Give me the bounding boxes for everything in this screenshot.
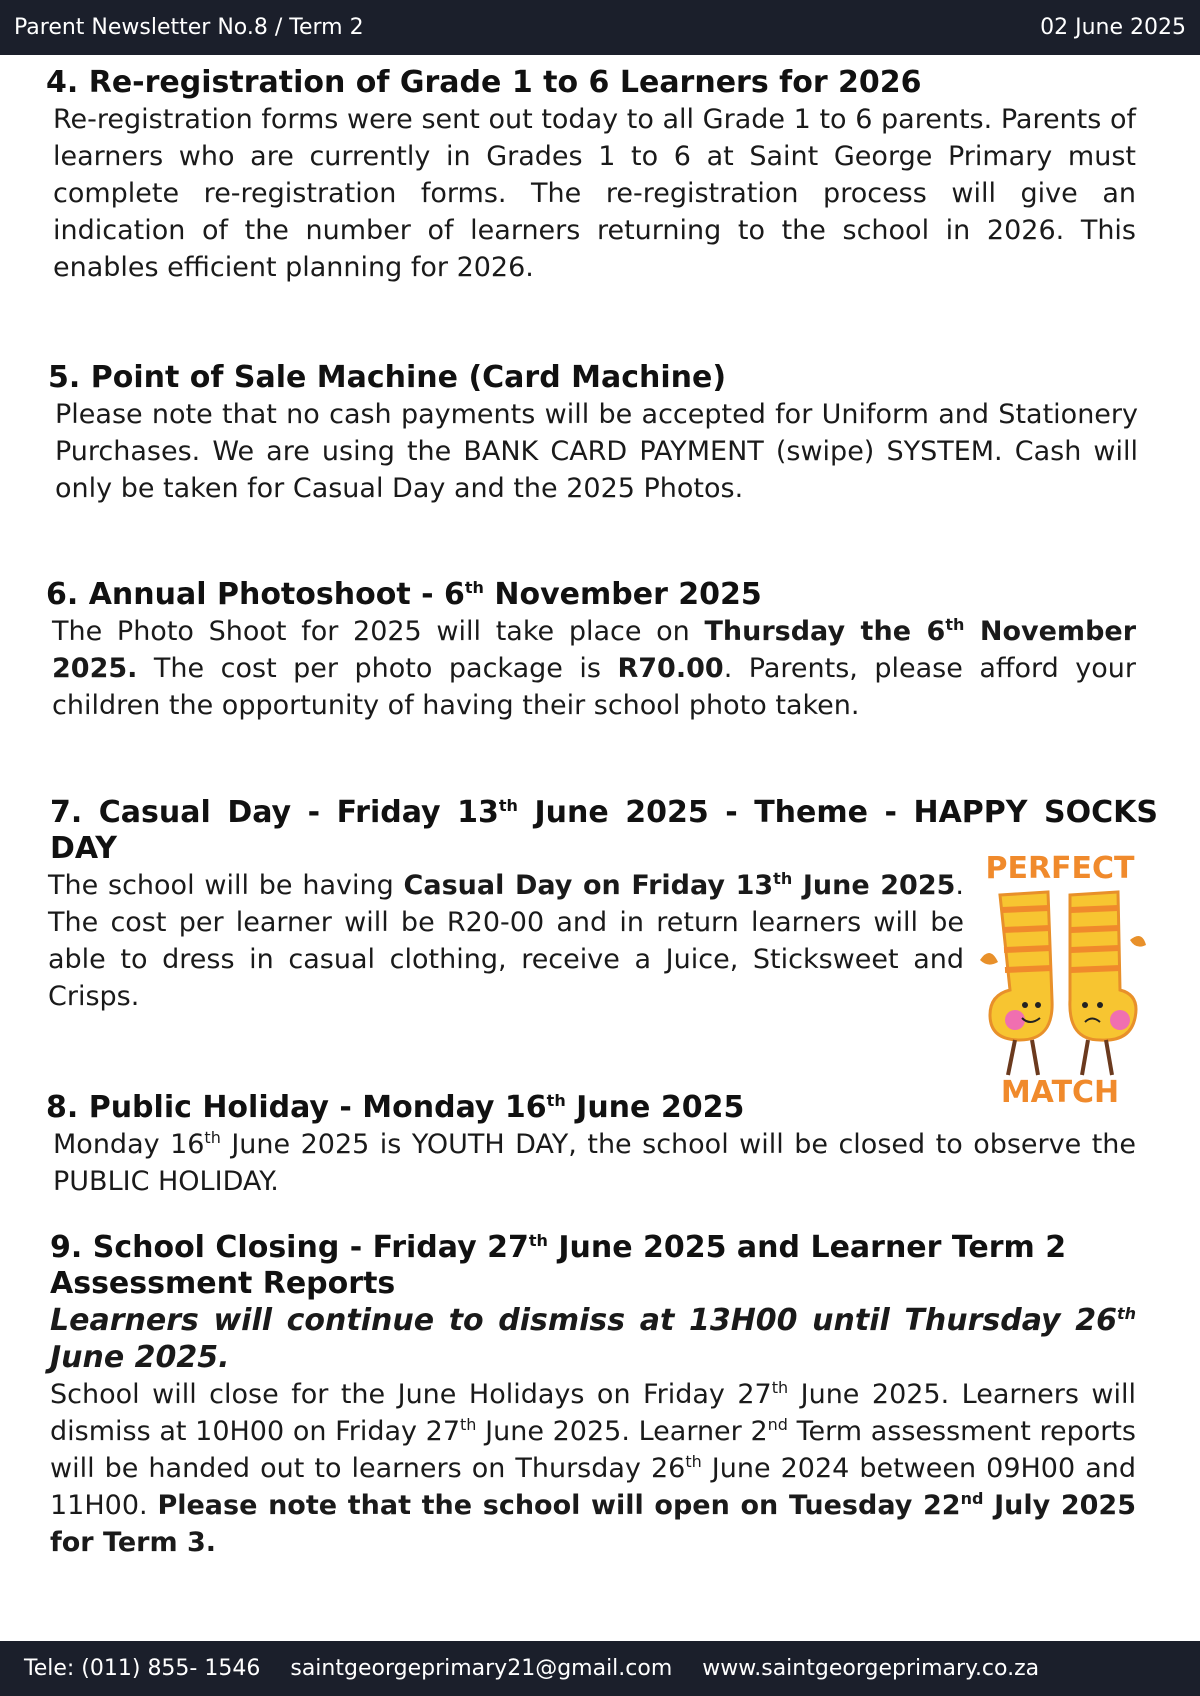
- section-re-registration: [46, 65, 1176, 286]
- footer-email: saintgeorgeprimary21@gmail.com: [290, 1656, 673, 1681]
- section-title: 7. Casual Day - Friday 13th June 2025 - Theme - HAPPY SOCKS DAY: [50, 795, 1158, 866]
- newsletter-title: Parent Newsletter No.8 / Term 2: [14, 15, 364, 40]
- leaf-icon: [980, 953, 998, 965]
- sticker-bottom-text: MATCH: [1000, 1075, 1120, 1110]
- section-body: Monday 16th June 2025 is YOUTH DAY, the school will be closed to observe the PUBLIC HOLIDAY.: [53, 1128, 1136, 1197]
- footer-phone: Tele: (011) 855- 1546: [24, 1656, 261, 1681]
- section-card-machine: [48, 360, 1168, 507]
- section-public-holiday: [46, 1090, 1171, 1200]
- footer-website: www.saintgeorgeprimary.co.za: [702, 1656, 1040, 1681]
- newsletter-date: 02 June 2025: [1040, 15, 1186, 40]
- left-sock-icon: [990, 892, 1052, 1075]
- right-sock-icon: [1070, 892, 1136, 1075]
- section-title: 9. School Closing - Friday 27th June 2025 and Learner Term 2 Assessment Reports: [50, 1230, 1067, 1301]
- happy-socks-sticker: [970, 850, 1150, 1110]
- leaf-icon: [1130, 936, 1146, 947]
- section-school-closing: [50, 1230, 1165, 1561]
- section-body: The Photo Shoot for 2025 will take place on Thursday the 6th November 2025. The cost per photo package is R70.00. Parents, please afford your children the opportunity of having their school photo taken.: [52, 615, 1137, 721]
- section-lead: Learners will continue to dismiss at 13H00 until Thursday 26th June 2025.: [50, 1303, 1136, 1375]
- section-photoshoot: [46, 577, 1171, 724]
- section-body: School will close for the June Holidays on Friday 27th June 2025. Learners will dismiss at 10H00 on Friday 27th June 2025. Learner 2nd Term assessment reports will be handed out to learners on Thursday 26th June 2024 between 09H00 and 11H00. Please note that the school will open on Tuesday 22nd July 2025 for Term 3.: [50, 1378, 1137, 1558]
- section-body: Please note that no cash payments will be accepted for Uniform and Stationery Purchases. We are using the BANK CARD PAYMENT (swipe) SYSTEM. Cash will only be taken for Casual Day and the 2025 Photos.: [55, 399, 1138, 504]
- section-title: 4. Re-registration of Grade 1 to 6 Learners for 2026: [46, 65, 922, 100]
- sticker-top-text: PERFECT: [985, 851, 1135, 886]
- header-bar: [0, 0, 1200, 55]
- footer-bar: [0, 1641, 1200, 1696]
- section-title: 8. Public Holiday - Monday 16th June 2025: [46, 1090, 745, 1125]
- section-title: 6. Annual Photoshoot - 6th November 2025: [46, 577, 762, 612]
- section-body: Re-registration forms were sent out today to all Grade 1 to 6 parents. Parents of learners who are currently in Grades 1 to 6 at Saint George Primary must complete re-registration forms. The re-registration process will give an indication of the number of learners returning to the school in 2026. This enables efficient planning for 2026.: [53, 104, 1136, 283]
- section-body: The school will be having Casual Day on Friday 13th June 2025. The cost per learner will be R20-00 and in return learners will be able to dress in casual clothing, receive a Juice, Sticksweet and Crisps.: [48, 869, 965, 1012]
- section-title: 5. Point of Sale Machine (Card Machine): [48, 360, 727, 395]
